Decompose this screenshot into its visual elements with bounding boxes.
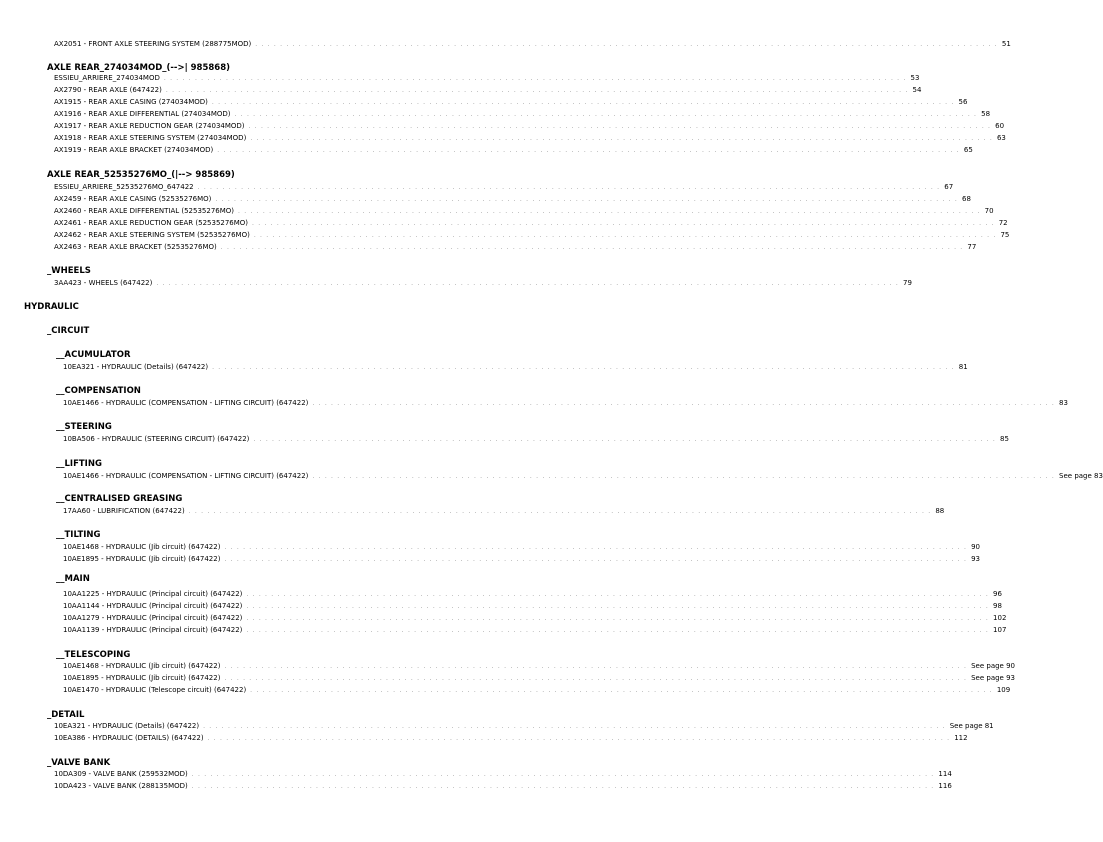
dot-leader: . . . . . . . . . . . . . . . . . . . . . . . . . . . . . . . . . . . . . . . . . . . . . . . . . . . . . . . . . . . . . . . . . . . . . . . . . . . . . . . . . . . . . . . . . . . . . . . . . . . . . . . . . . . . . . . . . . . . . . . . bbox=[165, 87, 909, 94]
toc-entry-label: 3AA423 - WHEELS (647422) bbox=[54, 279, 153, 287]
toc-entry[interactable] bbox=[54, 722, 994, 731]
toc-entry-page: See page 90 bbox=[971, 662, 1015, 670]
section-heading: _CIRCUIT bbox=[47, 326, 90, 336]
dot-leader: . . . . . . . . . . . . . . . . . . . . . . . . . . . . . . . . . . . . . . . . . . . . . . . . . . . . . . . . . . . . . . . . . . . . . . . . . . . . . . . . . . . . . . . . . . . . . . . . . . . . . . . . . . . . . . . . . . . . . . . . bbox=[207, 735, 951, 742]
dot-leader: . . . . . . . . . . . . . . . . . . . . . . . . . . . . . . . . . . . . . . . . . . . . . . . . . . . . . . . . . . . . . . . . . . . . . . . . . . . . . . . . . . . . . . . . . . . . . . . . . . . . . . . . . . . . . . . . . . . . . . . . bbox=[252, 220, 995, 227]
toc-entry-page: 63 bbox=[996, 134, 1006, 142]
toc-entry-page: 70 bbox=[984, 207, 994, 215]
section-heading: AXLE REAR_52535276MO_(|--> 985869) bbox=[47, 170, 235, 180]
toc-entry[interactable] bbox=[54, 146, 973, 155]
toc-entry[interactable] bbox=[63, 602, 1002, 611]
toc-entry-label: AX2461 - REAR AXLE REDUCTION GEAR (52535276MO) bbox=[54, 219, 249, 227]
toc-entry-page: 114 bbox=[938, 770, 952, 778]
toc-entry[interactable] bbox=[54, 134, 1006, 143]
toc-entry-label: 10AE1468 - HYDRAULIC (Jib circuit) (647422) bbox=[63, 543, 221, 551]
toc-entry-page: 93 bbox=[971, 555, 981, 563]
section-heading: AXLE REAR_274034MOD_(-->| 985868) bbox=[47, 63, 231, 73]
toc-entry-page: 72 bbox=[998, 219, 1008, 227]
dot-leader: . . . . . . . . . . . . . . . . . . . . . . . . . . . . . . . . . . . . . . . . . . . . . . . . . . . . . . . . . . . . . . . . . . . . . . . . . . . . . . . . . . . . . . . . . . . . . . . . . . . . . . . . . . . . . . . . . . . . . . . . bbox=[246, 615, 990, 622]
toc-entry[interactable] bbox=[54, 782, 952, 791]
toc-entry-label: 10AE1466 - HYDRAULIC (COMPENSATION - LIFTING CIRCUIT) (647422) bbox=[63, 399, 309, 407]
toc-entry-page: 56 bbox=[958, 98, 968, 106]
toc-entry-label: 10AA1225 - HYDRAULIC (Principal circuit) (647422) bbox=[63, 590, 243, 598]
toc-entry-page: See page 93 bbox=[971, 674, 1015, 682]
toc-entry-label: 10AA1279 - HYDRAULIC (Principal circuit) (647422) bbox=[63, 614, 243, 622]
toc-entry-label: 10DA309 - VALVE BANK (259532MOD) bbox=[54, 770, 188, 778]
toc-entry-label: 10AA1139 - HYDRAULIC (Principal circuit) (647422) bbox=[63, 626, 243, 634]
toc-entry-label: 10AE1895 - HYDRAULIC (Jib circuit) (647422) bbox=[63, 555, 221, 563]
dot-leader: . . . . . . . . . . . . . . . . . . . . . . . . . . . . . . . . . . . . . . . . . . . . . . . . . . . . . . . . . . . . . . . . . . . . . . . . . . . . . . . . . . . . . . . . . . . . . . . . . . . . . . . . . . . . . . . . . . . . . . . . bbox=[224, 556, 968, 563]
toc-entry-page: 83 bbox=[1059, 399, 1068, 407]
toc-entry-label: ESSIEU_ARRIERE_274034MOD bbox=[54, 74, 160, 82]
dot-leader: . . . . . . . . . . . . . . . . . . . . . . . . . . . . . . . . . . . . . . . . . . . . . . . . . . . . . . . . . . . . . . . . . . . . . . . . . . . . . . . . . . . . . . . . . . . . . . . . . . . . . . . . . . . . . . . . . . . . . . . . bbox=[312, 473, 1056, 480]
toc-entry-label: AX2460 - REAR AXLE DIFFERENTIAL (52535276MO) bbox=[54, 207, 235, 215]
toc-entry[interactable] bbox=[63, 543, 981, 552]
dot-leader: . . . . . . . . . . . . . . . . . . . . . . . . . . . . . . . . . . . . . . . . . . . . . . . . . . . . . . . . . . . . . . . . . . . . . . . . . . . . . . . . . . . . . . . . . . . . . . . . . . . . . . . . . . . . . . . . . . . . . . . . bbox=[224, 663, 968, 670]
dot-leader: . . . . . . . . . . . . . . . . . . . . . . . . . . . . . . . . . . . . . . . . . . . . . . . . . . . . . . . . . . . . . . . . . . . . . . . . . . . . . . . . . . . . . . . . . . . . . . . . . . . . . . . . . . . . . . . . . . . . . . . . bbox=[255, 41, 998, 48]
dot-leader: . . . . . . . . . . . . . . . . . . . . . . . . . . . . . . . . . . . . . . . . . . . . . . . . . . . . . . . . . . . . . . . . . . . . . . . . . . . . . . . . . . . . . . . . . . . . . . . . . . . . . . . . . . . . . . . . . . . . . . . . bbox=[253, 436, 997, 443]
dot-leader: . . . . . . . . . . . . . . . . . . . . . . . . . . . . . . . . . . . . . . . . . . . . . . . . . . . . . . . . . . . . . . . . . . . . . . . . . . . . . . . . . . . . . . . . . . . . . . . . . . . . . . . . . . . . . . . . . . . . . . . . bbox=[250, 687, 993, 694]
section-heading: _WHEELS bbox=[47, 266, 91, 276]
toc-entry[interactable] bbox=[63, 626, 1007, 635]
dot-leader: . . . . . . . . . . . . . . . . . . . . . . . . . . . . . . . . . . . . . . . . . . . . . . . . . . . . . . . . . . . . . . . . . . . . . . . . . . . . . . . . . . . . . . . . . . . . . . . . . . . . . . . . . . . . . . . . . . . . . . . . bbox=[220, 244, 964, 251]
dot-leader: . . . . . . . . . . . . . . . . . . . . . . . . . . . . . . . . . . . . . . . . . . . . . . . . . . . . . . . . . . . . . . . . . . . . . . . . . . . . . . . . . . . . . . . . . . . . . . . . . . . . . . . . . . . . . . . . . . . . . . . . bbox=[191, 771, 935, 778]
dot-leader: . . . . . . . . . . . . . . . . . . . . . . . . . . . . . . . . . . . . . . . . . . . . . . . . . . . . . . . . . . . . . . . . . . . . . . . . . . . . . . . . . . . . . . . . . . . . . . . . . . . . . . . . . . . . . . . . . . . . . . . . bbox=[191, 783, 935, 790]
dot-leader: . . . . . . . . . . . . . . . . . . . . . . . . . . . . . . . . . . . . . . . . . . . . . . . . . . . . . . . . . . . . . . . . . . . . . . . . . . . . . . . . . . . . . . . . . . . . . . . . . . . . . . . . . . . . . . . . . . . . . . . . bbox=[188, 508, 932, 515]
section-heading: __CENTRALISED GREASING bbox=[56, 494, 183, 504]
toc-entry-label: 10EA321 - HYDRAULIC (Details) (647422) bbox=[63, 363, 209, 371]
section-heading: __LIFTING bbox=[56, 459, 102, 469]
toc-entry-label: AX1919 - REAR AXLE BRACKET (274034MOD) bbox=[54, 146, 214, 154]
toc-entry[interactable] bbox=[63, 662, 1015, 671]
toc-entry-page: 58 bbox=[981, 110, 991, 118]
dot-leader: . . . . . . . . . . . . . . . . . . . . . . . . . . . . . . . . . . . . . . . . . . . . . . . . . . . . . . . . . . . . . . . . . . . . . . . . . . . . . . . . . . . . . . . . . . . . . . . . . . . . . . . . . . . . . . . . . . . . . . . . bbox=[197, 184, 941, 191]
toc-entry-page: 112 bbox=[954, 734, 968, 742]
toc-entry-label: 10DA423 - VALVE BANK (288135MOD) bbox=[54, 782, 188, 790]
toc-entry[interactable] bbox=[54, 40, 1011, 49]
toc-entry-label: 10EA386 - HYDRAULIC (DETAILS) (647422) bbox=[54, 734, 204, 742]
toc-entry[interactable] bbox=[63, 363, 968, 372]
toc-entry[interactable] bbox=[63, 686, 1011, 695]
dot-leader: . . . . . . . . . . . . . . . . . . . . . . . . . . . . . . . . . . . . . . . . . . . . . . . . . . . . . . . . . . . . . . . . . . . . . . . . . . . . . . . . . . . . . . . . . . . . . . . . . . . . . . . . . . . . . . . . . . . . . . . . bbox=[250, 135, 993, 142]
toc-entry[interactable] bbox=[63, 674, 1015, 683]
toc-entry-label: 10AE1470 - HYDRAULIC (Telescope circuit) (647422) bbox=[63, 686, 247, 694]
toc-entry-label: 10BA506 - HYDRAULIC (STEERING CIRCUIT) (647422) bbox=[63, 435, 250, 443]
toc-entry-page: 79 bbox=[903, 279, 912, 287]
dot-leader: . . . . . . . . . . . . . . . . . . . . . . . . . . . . . . . . . . . . . . . . . . . . . . . . . . . . . . . . . . . . . . . . . . . . . . . . . . . . . . . . . . . . . . . . . . . . . . . . . . . . . . . . . . . . . . . . . . . . . . . . bbox=[211, 99, 955, 106]
toc-entry-page: 107 bbox=[993, 626, 1007, 634]
toc-entry-label: AX2790 - REAR AXLE (647422) bbox=[54, 86, 162, 94]
toc-entry-page: 54 bbox=[912, 86, 922, 94]
toc-entry[interactable] bbox=[63, 399, 1068, 408]
toc-entry-label: 10AE1468 - HYDRAULIC (Jib circuit) (647422) bbox=[63, 662, 221, 670]
dot-leader: . . . . . . . . . . . . . . . . . . . . . . . . . . . . . . . . . . . . . . . . . . . . . . . . . . . . . . . . . . . . . . . . . . . . . . . . . . . . . . . . . . . . . . . . . . . . . . . . . . . . . . . . . . . . . . . . . . . . . . . . bbox=[224, 675, 968, 682]
toc-entry-page: 53 bbox=[910, 74, 920, 82]
toc-entry[interactable] bbox=[54, 219, 1008, 228]
toc-entry-page: 96 bbox=[993, 590, 1002, 598]
toc-entry-label: AX2459 - REAR AXLE CASING (52535276MO) bbox=[54, 195, 212, 203]
toc-entry-page: 109 bbox=[996, 686, 1011, 694]
dot-leader: . . . . . . . . . . . . . . . . . . . . . . . . . . . . . . . . . . . . . . . . . . . . . . . . . . . . . . . . . . . . . . . . . . . . . . . . . . . . . . . . . . . . . . . . . . . . . . . . . . . . . . . . . . . . . . . . . . . . . . . . bbox=[224, 544, 968, 551]
section-heading: __TELESCOPING bbox=[56, 650, 131, 660]
toc-entry-page: 67 bbox=[944, 183, 954, 191]
toc-entry[interactable] bbox=[63, 614, 1007, 623]
toc-entry-label: AX1917 - REAR AXLE REDUCTION GEAR (274034MOD) bbox=[54, 122, 245, 130]
dot-leader: . . . . . . . . . . . . . . . . . . . . . . . . . . . . . . . . . . . . . . . . . . . . . . . . . . . . . . . . . . . . . . . . . . . . . . . . . . . . . . . . . . . . . . . . . . . . . . . . . . . . . . . . . . . . . . . . . . . . . . . . bbox=[253, 232, 997, 239]
toc-entry[interactable] bbox=[54, 183, 954, 192]
toc-entry-page: 88 bbox=[935, 507, 945, 515]
section-heading: HYDRAULIC bbox=[24, 302, 79, 312]
toc-entry[interactable] bbox=[54, 770, 952, 779]
toc-entry-page: 68 bbox=[962, 195, 971, 203]
toc-entry[interactable] bbox=[54, 734, 968, 743]
dot-leader: . . . . . . . . . . . . . . . . . . . . . . . . . . . . . . . . . . . . . . . . . . . . . . . . . . . . . . . . . . . . . . . . . . . . . . . . . . . . . . . . . . . . . . . . . . . . . . . . . . . . . . . . . . . . . . . . . . . . . . . . bbox=[215, 196, 959, 203]
toc-entry-label: AX2463 - REAR AXLE BRACKET (52535276MO) bbox=[54, 243, 217, 251]
toc-entry[interactable] bbox=[54, 207, 994, 216]
dot-leader: . . . . . . . . . . . . . . . . . . . . . . . . . . . . . . . . . . . . . . . . . . . . . . . . . . . . . . . . . . . . . . . . . . . . . . . . . . . . . . . . . . . . . . . . . . . . . . . . . . . . . . . . . . . . . . . . . . . . . . . . bbox=[248, 123, 992, 130]
section-heading: __TILTING bbox=[56, 530, 101, 540]
toc-entry-page: 116 bbox=[938, 782, 952, 790]
toc-entry[interactable] bbox=[63, 555, 981, 564]
dot-leader: . . . . . . . . . . . . . . . . . . . . . . . . . . . . . . . . . . . . . . . . . . . . . . . . . . . . . . . . . . . . . . . . . . . . . . . . . . . . . . . . . . . . . . . . . . . . . . . . . . . . . . . . . . . . . . . . . . . . . . . . bbox=[212, 364, 955, 371]
toc-entry-label: AX2051 - FRONT AXLE STEERING SYSTEM (288775MOD) bbox=[54, 40, 252, 48]
toc-entry-page: 75 bbox=[1000, 231, 1010, 239]
toc-entry-page: 85 bbox=[1000, 435, 1009, 443]
section-heading: __MAIN bbox=[56, 574, 90, 584]
toc-entry-label: 10AE1895 - HYDRAULIC (Jib circuit) (647422) bbox=[63, 674, 221, 682]
dot-leader: . . . . . . . . . . . . . . . . . . . . . . . . . . . . . . . . . . . . . . . . . . . . . . . . . . . . . . . . . . . . . . . . . . . . . . . . . . . . . . . . . . . . . . . . . . . . . . . . . . . . . . . . . . . . . . . . . . . . . . . . bbox=[246, 627, 990, 634]
toc-entry-page: 77 bbox=[967, 243, 977, 251]
toc-entry-label: 10EA321 - HYDRAULIC (Details) (647422) bbox=[54, 722, 200, 730]
toc-entry[interactable] bbox=[63, 507, 945, 516]
toc-entry-label: 10AA1144 - HYDRAULIC (Principal circuit) (647422) bbox=[63, 602, 243, 610]
toc-entry-page: 90 bbox=[971, 543, 981, 551]
dot-leader: . . . . . . . . . . . . . . . . . . . . . . . . . . . . . . . . . . . . . . . . . . . . . . . . . . . . . . . . . . . . . . . . . . . . . . . . . . . . . . . . . . . . . . . . . . . . . . . . . . . . . . . . . . . . . . . . . . . . . . . . bbox=[203, 723, 946, 730]
toc-entry[interactable] bbox=[63, 435, 1009, 444]
section-heading: __STEERING bbox=[56, 422, 112, 432]
toc-entry-label: AX1915 - REAR AXLE CASING (274034MOD) bbox=[54, 98, 208, 106]
dot-leader: . . . . . . . . . . . . . . . . . . . . . . . . . . . . . . . . . . . . . . . . . . . . . . . . . . . . . . . . . . . . . . . . . . . . . . . . . . . . . . . . . . . . . . . . . . . . . . . . . . . . . . . . . . . . . . . . . . . . . . . . bbox=[234, 111, 978, 118]
toc-entry-page: 51 bbox=[1001, 40, 1011, 48]
toc-entry-page: 81 bbox=[958, 363, 968, 371]
section-heading: __ACUMULATOR bbox=[56, 350, 131, 360]
toc-entry-page: 102 bbox=[993, 614, 1007, 622]
toc-entry-page: See page 81 bbox=[949, 722, 994, 730]
section-heading: _VALVE BANK bbox=[47, 758, 111, 768]
toc-entry[interactable] bbox=[54, 231, 1010, 240]
dot-leader: . . . . . . . . . . . . . . . . . . . . . . . . . . . . . . . . . . . . . . . . . . . . . . . . . . . . . . . . . . . . . . . . . . . . . . . . . . . . . . . . . . . . . . . . . . . . . . . . . . . . . . . . . . . . . . . . . . . . . . . . bbox=[246, 591, 990, 598]
toc-entry-label: ESSIEU_ARRIERE_52535276MO_647422 bbox=[54, 183, 194, 191]
toc-entry-label: 10AE1466 - HYDRAULIC (COMPENSATION - LIFTING CIRCUIT) (647422) bbox=[63, 472, 309, 480]
dot-leader: . . . . . . . . . . . . . . . . . . . . . . . . . . . . . . . . . . . . . . . . . . . . . . . . . . . . . . . . . . . . . . . . . . . . . . . . . . . . . . . . . . . . . . . . . . . . . . . . . . . . . . . . . . . . . . . . . . . . . . . . bbox=[246, 603, 990, 610]
toc-entry[interactable] bbox=[54, 74, 920, 83]
toc-entry[interactable] bbox=[63, 472, 1103, 481]
toc-entry[interactable] bbox=[54, 279, 912, 288]
toc-entry-page: 65 bbox=[963, 146, 973, 154]
toc-entry-label: AX1918 - REAR AXLE STEERING SYSTEM (274034MOD) bbox=[54, 134, 247, 142]
section-heading: __COMPENSATION bbox=[56, 386, 141, 396]
toc-entry[interactable] bbox=[63, 590, 1002, 599]
section-heading: _DETAIL bbox=[47, 710, 85, 720]
toc-entry[interactable] bbox=[54, 243, 977, 252]
toc-entry[interactable] bbox=[54, 122, 1005, 131]
dot-leader: . . . . . . . . . . . . . . . . . . . . . . . . . . . . . . . . . . . . . . . . . . . . . . . . . . . . . . . . . . . . . . . . . . . . . . . . . . . . . . . . . . . . . . . . . . . . . . . . . . . . . . . . . . . . . . . . . . . . . . . . bbox=[163, 75, 907, 82]
toc-entry[interactable] bbox=[54, 110, 991, 119]
toc-entry-label: AX1916 - REAR AXLE DIFFERENTIAL (274034MOD) bbox=[54, 110, 231, 118]
toc-entry-label: 17AA60 - LUBRIFICATION (647422) bbox=[63, 507, 185, 515]
toc-entry-page: 60 bbox=[995, 122, 1005, 130]
toc-entry-page: 98 bbox=[993, 602, 1002, 610]
toc-entry[interactable] bbox=[54, 195, 971, 204]
dot-leader: . . . . . . . . . . . . . . . . . . . . . . . . . . . . . . . . . . . . . . . . . . . . . . . . . . . . . . . . . . . . . . . . . . . . . . . . . . . . . . . . . . . . . . . . . . . . . . . . . . . . . . . . . . . . . . . . . . . . . . . . bbox=[217, 147, 960, 154]
toc-entry[interactable] bbox=[54, 98, 968, 107]
dot-leader: . . . . . . . . . . . . . . . . . . . . . . . . . . . . . . . . . . . . . . . . . . . . . . . . . . . . . . . . . . . . . . . . . . . . . . . . . . . . . . . . . . . . . . . . . . . . . . . . . . . . . . . . . . . . . . . . . . . . . . . . bbox=[238, 208, 981, 215]
toc-entry-page: See page 83 bbox=[1059, 472, 1103, 480]
toc-entry-label: AX2462 - REAR AXLE STEERING SYSTEM (52535276MO) bbox=[54, 231, 250, 239]
dot-leader: . . . . . . . . . . . . . . . . . . . . . . . . . . . . . . . . . . . . . . . . . . . . . . . . . . . . . . . . . . . . . . . . . . . . . . . . . . . . . . . . . . . . . . . . . . . . . . . . . . . . . . . . . . . . . . . . . . . . . . . . bbox=[312, 400, 1056, 407]
dot-leader: . . . . . . . . . . . . . . . . . . . . . . . . . . . . . . . . . . . . . . . . . . . . . . . . . . . . . . . . . . . . . . . . . . . . . . . . . . . . . . . . . . . . . . . . . . . . . . . . . . . . . . . . . . . . . . . . . . . . . . . . bbox=[156, 280, 899, 287]
toc-entry[interactable] bbox=[54, 86, 922, 95]
